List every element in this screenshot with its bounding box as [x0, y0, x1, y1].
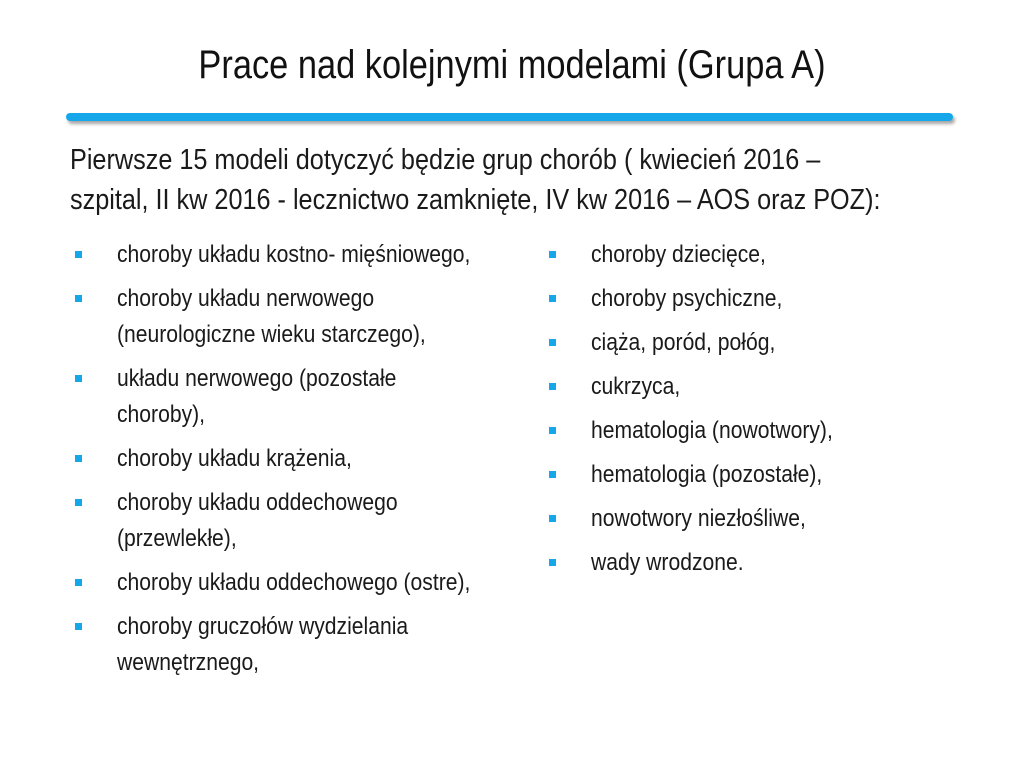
list-item [70, 485, 550, 557]
list-item-line: nowotwory niezłośliwe, [591, 505, 806, 532]
list-item [544, 369, 964, 405]
list-item [70, 361, 550, 433]
square-bullet-icon [549, 427, 556, 434]
square-bullet-icon [549, 559, 556, 566]
square-bullet-icon [549, 383, 556, 390]
list-item-line: wewnętrznego, [117, 649, 260, 676]
list-item-line: choroby układu oddechowego [117, 489, 398, 516]
list-item-line: choroby gruczołów wydzielania [117, 613, 409, 640]
square-bullet-icon [75, 455, 82, 462]
square-bullet-icon [549, 339, 556, 346]
list-item-line: układu nerwowego (pozostałe [117, 365, 397, 392]
list-item [544, 281, 964, 317]
list-item [70, 609, 550, 681]
intro-paragraph [70, 140, 975, 220]
list-item-line: hematologia (nowotwory), [591, 417, 833, 444]
list-item-line: choroby układu oddechowego (ostre), [117, 569, 471, 596]
list-item-line: choroby układu krążenia, [117, 445, 352, 472]
list-item-line: choroby), [117, 401, 206, 428]
list-item [70, 281, 550, 353]
list-item-line: hematologia (pozostałe), [591, 461, 823, 488]
list-item-line: ciąża, poród, połóg, [591, 329, 776, 356]
list-item-line: choroby psychiczne, [591, 285, 783, 312]
square-bullet-icon [549, 251, 556, 258]
slide-title: Prace nad kolejnymi modelami (Grupa A) [198, 43, 826, 87]
square-bullet-icon [549, 295, 556, 302]
list-item [70, 441, 550, 477]
list-item-line: choroby układu nerwowego [117, 285, 375, 312]
list-item-line: choroby dziecięce, [591, 241, 766, 268]
square-bullet-icon [75, 251, 82, 258]
title-underline [66, 113, 953, 121]
list-item [544, 457, 964, 493]
left-bullet-list [70, 237, 550, 689]
list-item [544, 237, 964, 273]
square-bullet-icon [549, 515, 556, 522]
square-bullet-icon [75, 499, 82, 506]
list-item [544, 545, 964, 581]
list-item [70, 565, 550, 601]
list-item-line: (neurologiczne wieku starczego), [117, 321, 426, 348]
square-bullet-icon [75, 623, 82, 630]
list-item [544, 325, 964, 361]
list-item [544, 413, 964, 449]
list-item [544, 501, 964, 537]
square-bullet-icon [549, 471, 556, 478]
list-item [70, 237, 550, 273]
square-bullet-icon [75, 295, 82, 302]
square-bullet-icon [75, 375, 82, 382]
list-item-line: choroby układu kostno- mięśniowego, [117, 241, 471, 268]
intro-line-1: Pierwsze 15 modeli dotyczyć będzie grup chorób ( kwiecień 2016 – [70, 144, 821, 176]
intro-line-2: szpital, II kw 2016 - lecznictwo zamknięte, IV kw 2016 – AOS oraz POZ): [70, 184, 881, 216]
right-bullet-list [544, 237, 964, 589]
square-bullet-icon [75, 579, 82, 586]
list-item-line: wady wrodzone. [591, 549, 744, 576]
list-item-line: cukrzyca, [591, 373, 681, 400]
list-item-line: (przewlekłe), [117, 525, 237, 552]
